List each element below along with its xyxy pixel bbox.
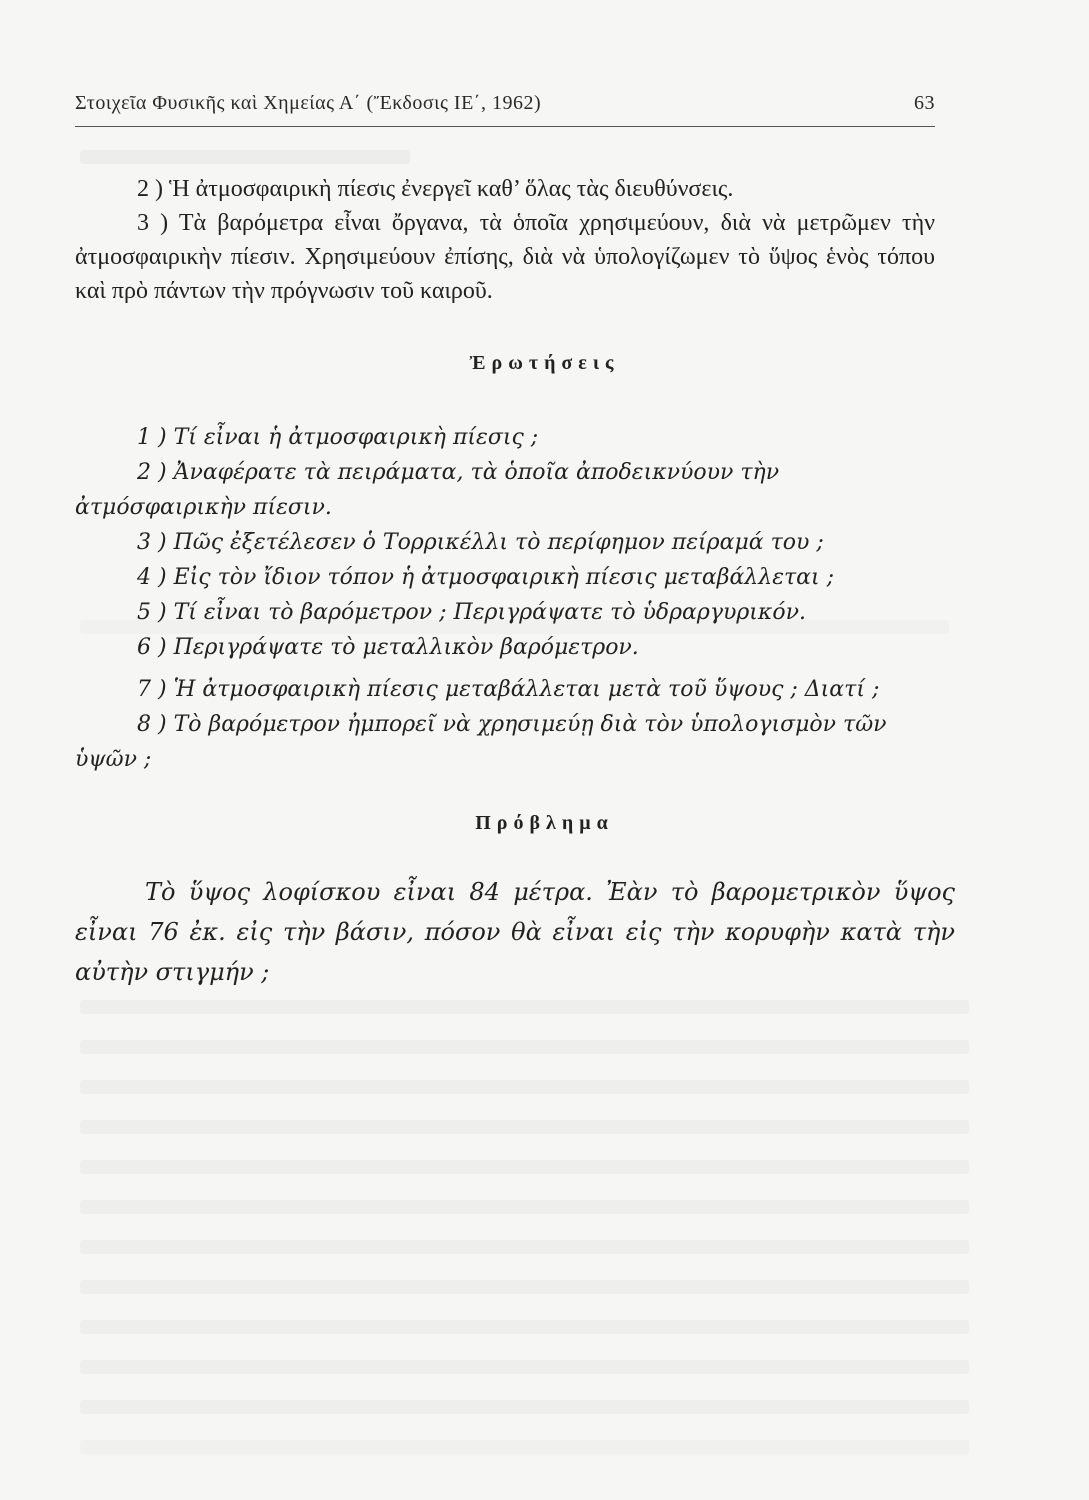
bleed-through-line [80,1200,969,1214]
problem-heading: Πρόβλημα [475,812,614,834]
question-6: 6 ) Περιγράψατε τὸ μεταλλικὸν βαρόμετρον. [137,635,639,660]
question-1: 1 ) Τί εἶναι ἡ ἀτμοσφαιρικὴ πίεσις ; [137,425,539,450]
header-rule [75,126,935,127]
book-title: Στοιχεῖα Φυσικῆς καὶ Χημείας Α΄ (Ἔκδοσις ΙΕ΄, 1962) [75,92,542,114]
question-2: 2 ) Ἀναφέρατε τὰ πειράματα, τὰ ὁποῖα ἀποδεικνύουν τὴν ἀτμόσφαιρικὴν πίεσιν. [75,460,780,520]
question-4: 4 ) Εἰς τὸν ἴδιον τόπον ἡ ἀτμοσφαιρικὴ πίεσις μεταβάλλεται ; [137,565,835,590]
bleed-through-line [80,1360,969,1374]
questions-heading: Ἐρωτήσεις [469,352,620,374]
question-8: 8 ) Τὸ βαρόμετρον ἠμπορεῖ νὰ χρησιμεύῃ διὰ τὸν ὑπολογισμὸν τῶν ὑψῶν ; [75,712,887,772]
bleed-through-line [80,1000,969,1014]
summary-point-2: 2 ) Ἡ ἀτμοσφαιρικὴ πίεσις ἐνεργεῖ καθ’ ὅλας τὰς διευθύνσεις. [137,176,734,202]
bleed-through-line [80,1040,969,1054]
question-7: 7 ) Ἡ ἀτμοσφαιρικὴ πίεσις μεταβάλλεται μετὰ τοῦ ὕψους ; Διατί ; [137,677,880,702]
bleed-through-line [80,1160,969,1174]
page-number: 63 [914,92,935,114]
bleed-through-line [80,1320,969,1334]
bleed-through-line [80,1440,969,1454]
bleed-through-line [80,150,410,164]
question-3: 3 ) Πῶς ἐξετέλεσεν ὁ Τορρικέλλι τὸ περίφημον πείραμά του ; [137,530,824,555]
bleed-through-line [80,1120,969,1134]
bleed-through-line [80,1400,969,1414]
question-5: 5 ) Τί εἶναι τὸ βαρόμετρον ; Περιγράψατε τὸ ὑδραργυρικόν. [137,600,806,625]
running-header [75,92,935,115]
bleed-through-line [80,1080,969,1094]
summary-point-3: 3 ) Τὰ βαρόμετρα εἶναι ὄργανα, τὰ ὁποῖα χρησιμεύουν, διὰ νὰ μετρῶμεν τὴν ἀτμοσφαιρικὴν πίεσιν. Χρησιμεύουν ἐπίσης, διὰ νὰ ὑπολογίζωμεν τὸ ὕψος ἑνὸς τόπου καὶ πρὸ πάντων τὴν πρόγνωσιν τοῦ καιροῦ. [75,210,935,304]
bleed-through-line [80,1240,969,1254]
bleed-through-line [80,1280,969,1294]
problem-text: Τὸ ὕψος λοφίσκου εἶναι 84 μέτρα. Ἐὰν τὸ βαρομετρικὸν ὕψος εἶναι 76 ἐκ. εἰς τὴν βάσιν, πόσον θὰ εἶναι εἰς τὴν κορυφὴν κατὰ τὴν αὐτὴν στιγμήν ; [75,878,955,986]
